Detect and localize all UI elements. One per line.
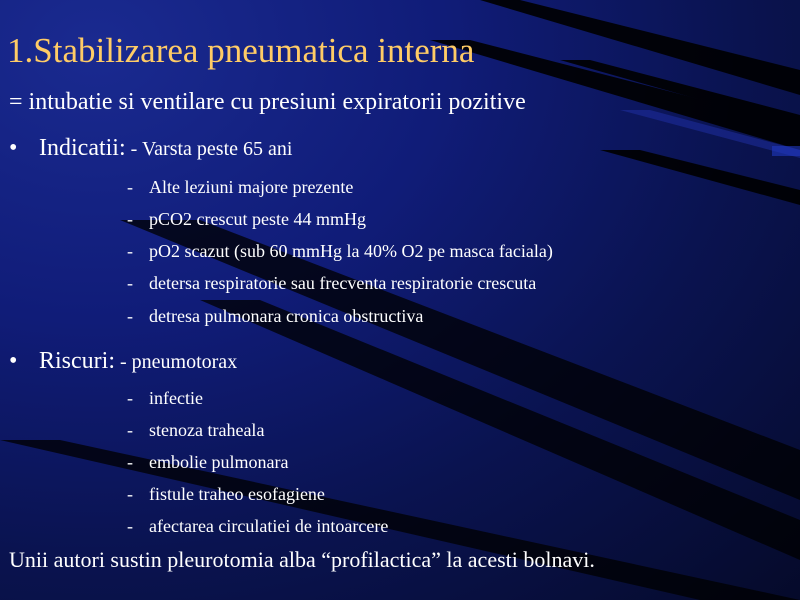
list-item-text: detersa respiratorie sau frecventa respiratorie crescuta <box>149 273 537 293</box>
indications-bullet <box>9 133 292 164</box>
bullet-dot: • <box>9 135 18 161</box>
list-item <box>127 272 536 294</box>
dash-marker: - <box>127 177 133 197</box>
list-item-text: infectie <box>149 388 203 408</box>
list-item <box>127 483 325 505</box>
risks-bullet <box>9 346 237 377</box>
list-item-text: pCO2 crescut peste 44 mmHg <box>149 209 366 229</box>
risks-first-item: - pneumotorax <box>115 351 238 373</box>
list-item-text: fistule traheo esofagiene <box>149 484 325 504</box>
list-item-text: stenoza traheala <box>149 420 265 440</box>
list-item <box>127 419 264 441</box>
risks-label: Riscuri <box>39 348 109 374</box>
indications-colon: : <box>118 135 126 161</box>
dash-marker: - <box>127 388 133 408</box>
list-item-text: pO2 scazut (sub 60 mmHg la 40% O2 pe masca faciala) <box>149 241 553 261</box>
list-item <box>127 515 388 537</box>
indications-first-item: - Varsta peste 65 ani <box>125 138 293 160</box>
dash-marker: - <box>127 241 133 261</box>
list-item <box>127 208 366 230</box>
list-item-text: detresa pulmonara cronica obstructiva <box>149 306 424 326</box>
dash-marker: - <box>127 209 133 229</box>
dash-marker: - <box>127 484 133 504</box>
risks-colon: : <box>108 348 115 374</box>
list-item-text: Alte leziuni majore prezente <box>149 177 354 197</box>
indications-label: Indicatii <box>39 135 119 161</box>
list-item <box>127 176 353 198</box>
dash-marker: - <box>127 306 133 326</box>
dash-marker: - <box>127 273 133 293</box>
footer-note: Unii autori sustin pleurotomia alba “profilactica” la acesti bolnavi. <box>9 547 595 572</box>
bullet-dot: • <box>9 348 18 374</box>
list-item <box>127 387 203 409</box>
list-item <box>127 240 553 262</box>
dash-marker: - <box>127 516 133 536</box>
slide-title: 1.Stabilizarea pneumatica interna <box>7 31 475 70</box>
list-item-text: afectarea circulatiei de intoarcere <box>149 516 389 536</box>
list-item <box>127 305 423 327</box>
list-item-text: embolie pulmonara <box>149 452 289 472</box>
list-item <box>127 451 288 473</box>
dash-marker: - <box>127 420 133 440</box>
dash-marker: - <box>127 452 133 472</box>
slide-subtitle: = intubatie si ventilare cu presiuni expiratorii pozitive <box>9 89 526 115</box>
